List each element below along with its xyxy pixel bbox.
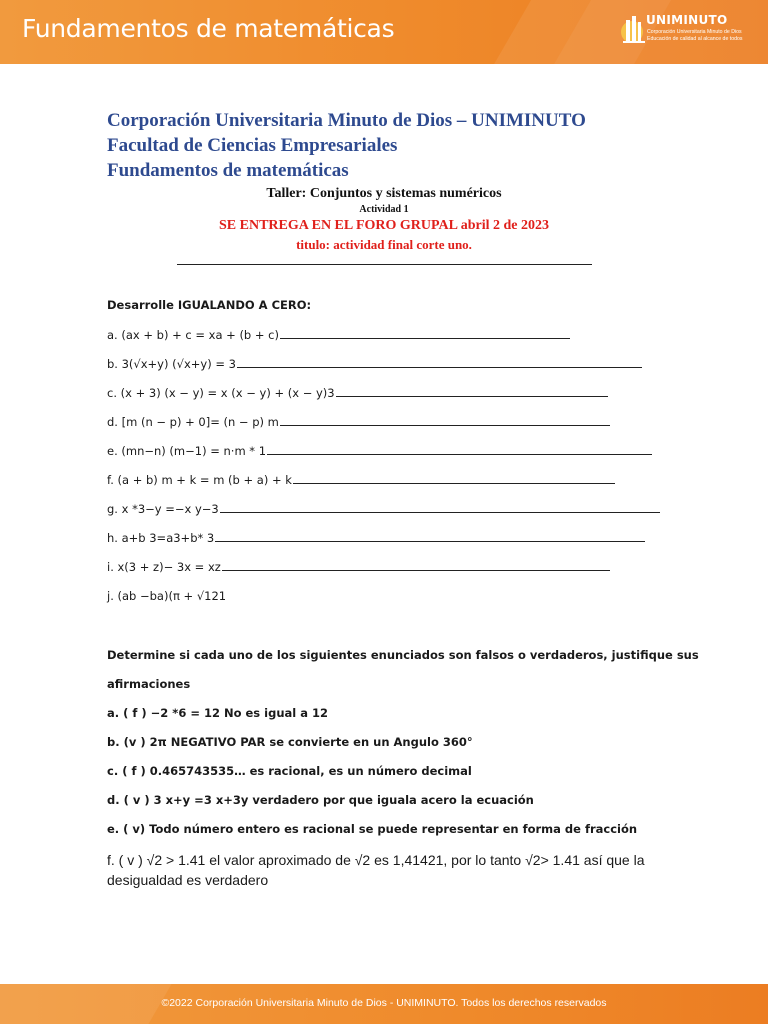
faculty-name: Facultad de Ciencias Empresariales — [107, 135, 398, 156]
exercise-item: c. (x + 3) (x − y) = x (x − y) + (x − y)3 — [107, 386, 608, 400]
logo-tagline: Corporación Universitaria Minuto de Dios — [647, 29, 742, 35]
uniminuto-logo — [620, 10, 750, 54]
statement-item: c. ( f ) 0.465743535… es racional, es un número decimal — [107, 764, 472, 778]
footer-copyright: ©2022 Corporación Universitaria Minuto de Dios - UNIMINUTO. Todos los derechos reservados — [161, 997, 607, 1009]
page-header — [0, 0, 768, 64]
exercise-item: a. (ax + b) + c = xa + (b + c) — [107, 328, 570, 342]
statement-item: f. ( v ) √2 > 1.41 el valor aproximado de √2 es 1,41421, por lo tanto √2> 1.41 así que la desigualdad es verdadero — [107, 852, 645, 888]
header-title: Fundamentos de matemáticas — [22, 14, 395, 43]
statement-item: b. (v ) 2π NEGATIVO PAR se convierte en un Angulo 360° — [107, 735, 473, 749]
exercise-item: i. x(3 + z)− 3x = xz — [107, 560, 610, 574]
statement-item: d. ( v ) 3 x+y =3 x+3y verdadero por que iguala acero la ecuación — [107, 793, 534, 807]
exercise-item: b. 3(√x+y) (√x+y) = 3 — [107, 357, 642, 371]
exercise-item: f. (a + b) m + k = m (b + a) + k — [107, 473, 615, 487]
exercise-item: g. x *3−y =−x y−3 — [107, 502, 660, 516]
page-footer — [0, 984, 768, 1024]
separator-line — [177, 264, 592, 265]
activity-label: Actividad 1 — [359, 204, 409, 215]
exercise-item: e. (mn−n) (m−1) = n·m * 1 — [107, 444, 652, 458]
institution-name: Corporación Universitaria Minuto de Dios – UNIMINUTO — [107, 110, 586, 131]
activity-subtitle: titulo: actividad final corte uno. — [296, 237, 472, 252]
workshop-title: Taller: Conjuntos y sistemas numéricos — [266, 186, 502, 201]
logo-name: UNIMINUTO — [646, 13, 728, 27]
course-name: Fundamentos de matemáticas — [107, 160, 349, 181]
statement-item: e. ( v) Todo número entero es racional se puede representar en forma de fracción — [107, 822, 638, 836]
exercise-item: j. (ab −ba)(π + √121 — [107, 589, 227, 603]
statement-item: a. ( f ) −2 *6 = 12 No es igual a 12 — [107, 706, 328, 720]
logo-tagline: Educación de calidad al alcance de todos — [647, 36, 743, 42]
section2-title-cont: afirmaciones — [107, 677, 191, 691]
section2-title: Determine si cada uno de los siguientes enunciados son falsos o verdaderos, justifique sus — [107, 648, 699, 662]
section1-title: Desarrolle IGUALANDO A CERO: — [107, 298, 312, 312]
exercise-item: h. a+b 3=a3+b* 3 — [107, 531, 645, 545]
exercise-item: d. [m (n − p) + 0]= (n − p) m — [107, 415, 610, 429]
deadline-notice: SE ENTREGA EN EL FORO GRUPAL abril 2 de 2023 — [219, 218, 549, 233]
